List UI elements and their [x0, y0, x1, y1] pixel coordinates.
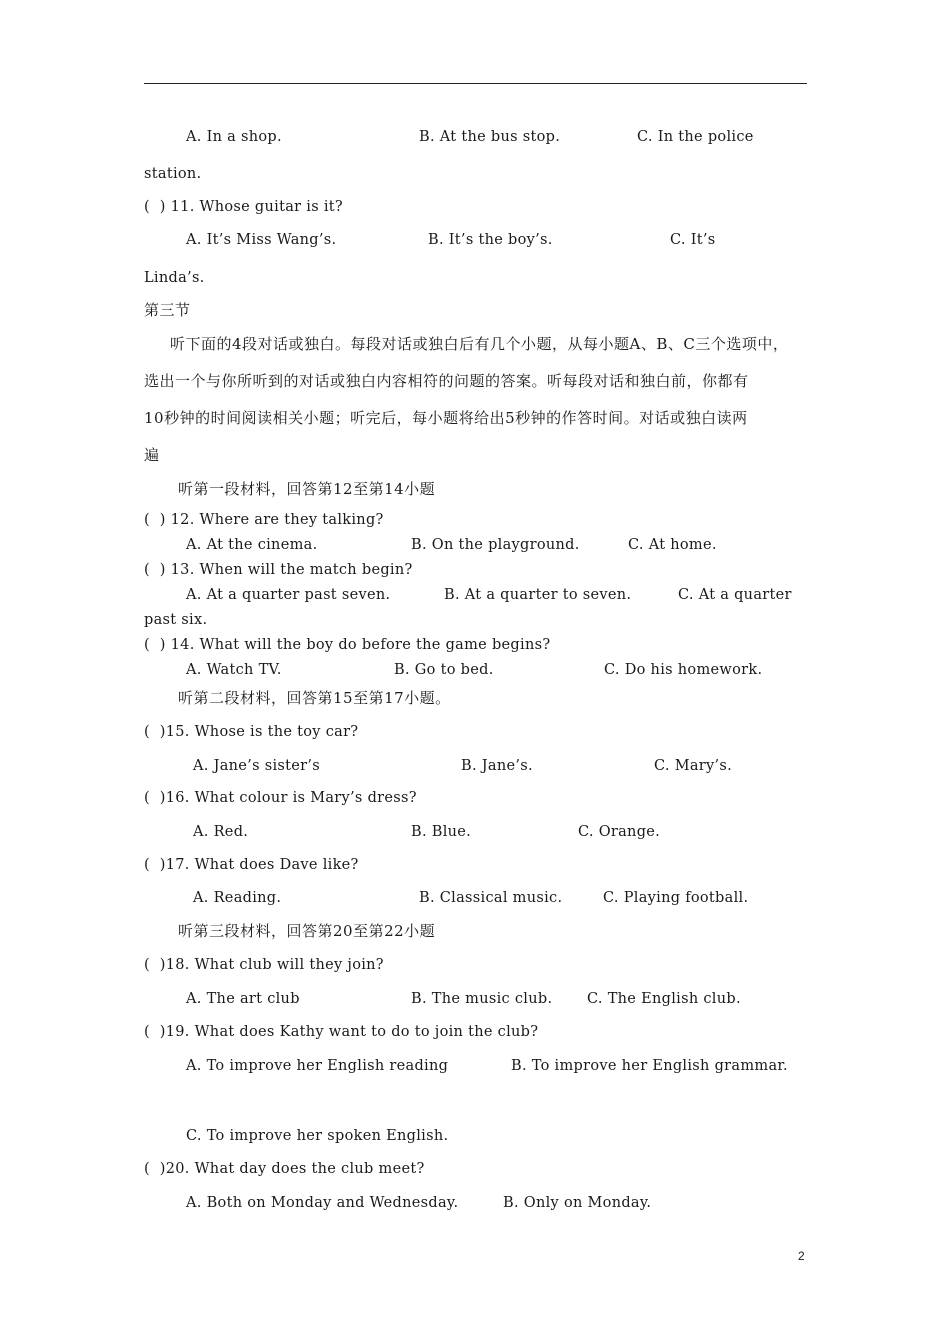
q18-stem: ( )18. What club will they join?	[144, 957, 384, 973]
q13-option-c: C. At a quarter	[678, 587, 792, 603]
q11-option-c-cont: Linda’s.	[144, 270, 205, 286]
q12-option-a: A. At the cinema.	[186, 537, 318, 553]
q10-option-a: A. In a shop.	[186, 129, 282, 145]
q17-option-c: C. Playing football.	[603, 890, 749, 906]
section-intro-line-3: 10秒钟的时间阅读相关小题；听完后，每小题将给出5秒钟的作答时间。对话或独白读两	[144, 409, 748, 427]
q18-option-a: A. The art club	[186, 991, 300, 1007]
section-intro-line-2: 选出一个与你所听到的对话或独白内容相符的问题的答案。听每段对话和独白前，你都有	[144, 372, 749, 390]
q11-stem: ( ) 11. Whose guitar is it?	[144, 199, 344, 215]
q19-option-a: A. To improve her English reading	[186, 1058, 449, 1074]
q17-option-a: A. Reading.	[193, 890, 282, 906]
page-number: 2	[798, 1249, 805, 1263]
q14-option-c: C. Do his homework.	[604, 662, 763, 678]
q13-option-b: B. At a quarter to seven.	[444, 587, 632, 603]
q20-stem: ( )20. What day does the club meet?	[144, 1161, 425, 1177]
q16-option-a: A. Red.	[193, 824, 249, 840]
q14-option-a: A. Watch TV.	[186, 662, 282, 678]
q12-option-b: B. On the playground.	[411, 537, 580, 553]
q18-option-b: B. The music club.	[411, 991, 553, 1007]
q14-option-b: B. Go to bed.	[394, 662, 494, 678]
q15-stem: ( )15. Whose is the toy car?	[144, 724, 359, 740]
section-intro-line-1: 听下面的4段对话或独白。每段对话或独白后有几个小题，从每小题A、B、C三个选项中，	[170, 335, 789, 353]
q16-stem: ( )16. What colour is Mary’s dress?	[144, 790, 417, 806]
section-intro-line-4: 遍	[144, 446, 160, 464]
q15-option-a: A. Jane’s sister’s	[193, 758, 321, 774]
q10-option-c-cont: station.	[144, 166, 202, 182]
q11-option-b: B. It’s the boy’s.	[428, 232, 553, 248]
q12-option-c: C. At home.	[628, 537, 717, 553]
passage-1-heading: 听第一段材料，回答第12至第14小题	[178, 480, 436, 498]
q13-option-a: A. At a quarter past seven.	[186, 587, 391, 603]
q20-option-a: A. Both on Monday and Wednesday.	[186, 1195, 459, 1211]
q19-stem: ( )19. What does Kathy want to do to join the club?	[144, 1024, 539, 1040]
q17-stem: ( )17. What does Dave like?	[144, 857, 359, 873]
q16-option-c: C. Orange.	[578, 824, 661, 840]
q16-option-b: B. Blue.	[411, 824, 472, 840]
q10-option-c: C. In the police	[637, 129, 754, 145]
q14-stem: ( ) 14. What will the boy do before the game begins?	[144, 637, 551, 653]
q20-option-b: B. Only on Monday.	[503, 1195, 652, 1211]
section-title: 第三节	[144, 301, 191, 319]
q13-stem: ( ) 13. When will the match begin?	[144, 562, 413, 578]
passage-2-heading: 听第二段材料，回答第15至第17小题。	[178, 689, 451, 707]
q12-stem: ( ) 12. Where are they talking?	[144, 512, 384, 528]
q11-option-a: A. It’s Miss Wang’s.	[186, 232, 337, 248]
q19-option-c: C. To improve her spoken English.	[186, 1128, 449, 1144]
q10-option-b: B. At the bus stop.	[419, 129, 561, 145]
q11-option-c: C. It’s	[670, 232, 716, 248]
passage-3-heading: 听第三段材料，回答第20至第22小题	[178, 922, 436, 940]
q13-option-c-cont: past six.	[144, 612, 208, 628]
q17-option-b: B. Classical music.	[419, 890, 563, 906]
q18-option-c: C. The English club.	[587, 991, 741, 1007]
q15-option-b: B. Jane’s.	[461, 758, 533, 774]
header-rule	[144, 83, 807, 84]
q19-option-b: B. To improve her English grammar.	[511, 1058, 788, 1074]
q15-option-c: C. Mary’s.	[654, 758, 733, 774]
